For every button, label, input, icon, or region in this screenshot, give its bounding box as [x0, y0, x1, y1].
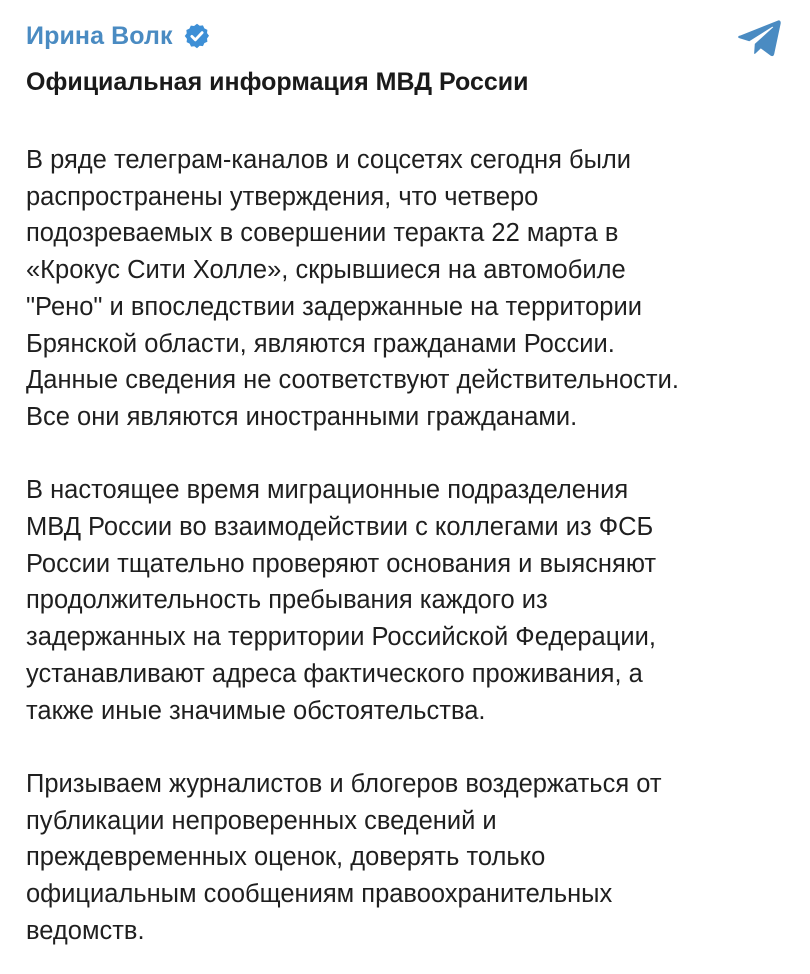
telegram-icon[interactable]: [736, 18, 782, 58]
post-body: [26, 142, 782, 949]
paragraph: В настоящее время миграционные подразделения МВД России во взаимодействии с коллегами из ФСБ России тщательно проверяют основания и выясняют продолжительность пребывания каждого из задержанных на территории Российской Федерации, устанавливают адреса фактического проживания, а также иные значимые обстоятельства.: [26, 476, 657, 725]
verified-badge-icon: [183, 22, 211, 50]
paragraph: В ряде телеграм-каналов и соцсетях сегодня были распространены утверждения, что четверо подозреваемых в совершении теракта 22 марта в «Крокус Сити Холле», скрывшиеся на автомобиле "Рено" и впоследствии задержанные на территории Брянской области, являются гражданами России. Данные сведения не соответствуют действительности. Все они являются иностранными гражданами.: [26, 146, 679, 431]
post-title: Официальная информация МВД России: [26, 68, 529, 96]
author-name[interactable]: Ирина Волк: [26, 21, 173, 50]
paragraph: Призываем журналистов и блогеров воздержаться от публикации непроверенных сведений и преждевременных оценок, доверять только официальным сообщениям правоохранительных ведомств.: [26, 769, 662, 945]
post-header: [26, 18, 782, 54]
